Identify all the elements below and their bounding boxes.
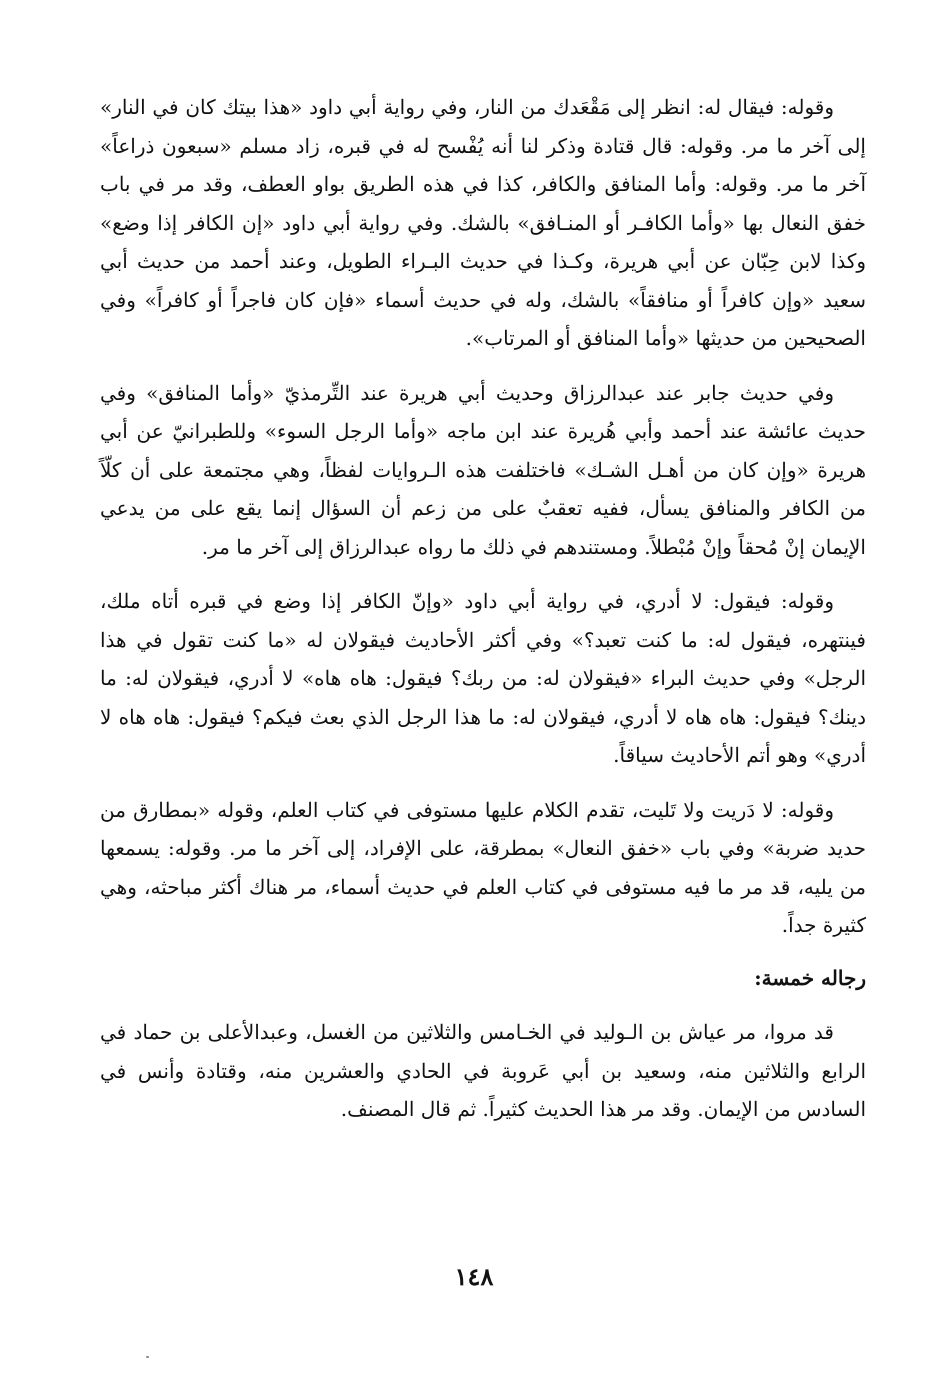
paragraph-la-darayt: وقوله: لا دَريت ولا تَليت، تقدم الكلام عليها مستوفى في كتاب العلم، وقوله «بمطارق من حديد ضربة» وفي باب «خفق النعال» بمطرقة، على الإفراد، إلى آخر ما مر. وقوله: يسمعها من يليه، قد مر ما فيه مستوفى في كتاب العلم في حديث أسماء، مر هناك أكثر مباحثه، وهي كثيرة جداً. (100, 797, 866, 937)
paragraph-maq3ad: وقوله: فيقال له: انظر إلى مَقْعَدك من النار، وفي رواية أبي داود «هذا بيتك كان في النار» إلى آخر ما مر. وقوله: قال قتادة وذكر لنا أنه يُفْسح له في قبره، زاد مسلم «سبعون ذراعاً» آخر ما مر. وقوله: وأما المنافق والكافر، كذا في هذه الطريق بواو العطف، وقد مر في باب خفق النعال بها «وأما الكافـر أو المنـافق» بالشك. وفي رواية أبي داود «إن الكافر إذا وضع» وكذا لابن حِبّان عن أبي هريرة، وكـذا في حديث البـراء الطويل، وعند أحمد من حديث أبي سعيد «وإن كافراً أو منافقاً» بالشك، وله في حديث أسماء «فإن كان فاجراً أو كافراً» وفي الصحيحين من حديثها «وأما المنافق أو المرتاب». (100, 95, 867, 350)
narrators-heading: رجاله خمسة: (754, 965, 866, 990)
paragraph-narrators: قد مروا، مر عياش بن الـوليد في الخـامس والثلاثين من الغسل، وعبدالأعلى بن حماد في الرابع والثلاثين منه، وسعيد بن أبي عَروبة في الحادي والعشرين منه، وقتادة وأنس في السادس من الإيمان. وقد مر هذا الحديث كثيراً. ثم قال المصنف. (100, 1020, 866, 1121)
scan-speck (146, 1356, 149, 1358)
paragraph-la-adri: وقوله: فيقول: لا أدري، في رواية أبي داود «وإنّ الكافر إذا وضع في قبره أتاه ملك، فينتهره، فيقول له: ما كنت تعبد؟» وفي أكثر الأحاديث فيقولان له «ما كنت تقول في هذا الرجل» وفي حديث البراء «فيقولان له: من ربك؟ فيقول: هاه هاه» لا أدري، فيقولان له: ما دينك؟ فيقول: هاه هاه لا أدري، فيقولان له: ما هذا الرجل الذي بعث فيكم؟ فيقول: هاه هاه لا أدري» وهو أتم الأحاديث سياقاً. (100, 589, 866, 767)
page-number: ١٤٨ (454, 1262, 494, 1291)
paragraph-jabir: وفي حديث جابر عند عبدالرزاق وحديث أبي هريرة عند التِّرمذيّ «وأما المنافق» وفي حديث عائشة عند أحمد وأبي هُريرة عند ابن ماجه «وأما الرجل السوء» وللطبرانيّ عن أبي هريرة «وإن كان من أهـل الشـك» فاختلفت هذه الـروايات لفظاً، وهي مجتمعة على أن كلّاً من الكافر والمنافق يسأل، ففيه تعقبٌ على من زعم أن السؤال إنما يقع على من يدعي الإيمان إنْ مُحقاً وإنْ مُبْطلاً. ومستندهم في ذلك ما رواه عبدالرزاق إلى آخر ما مر. (100, 380, 866, 559)
commentary-text (100, 88, 866, 1129)
